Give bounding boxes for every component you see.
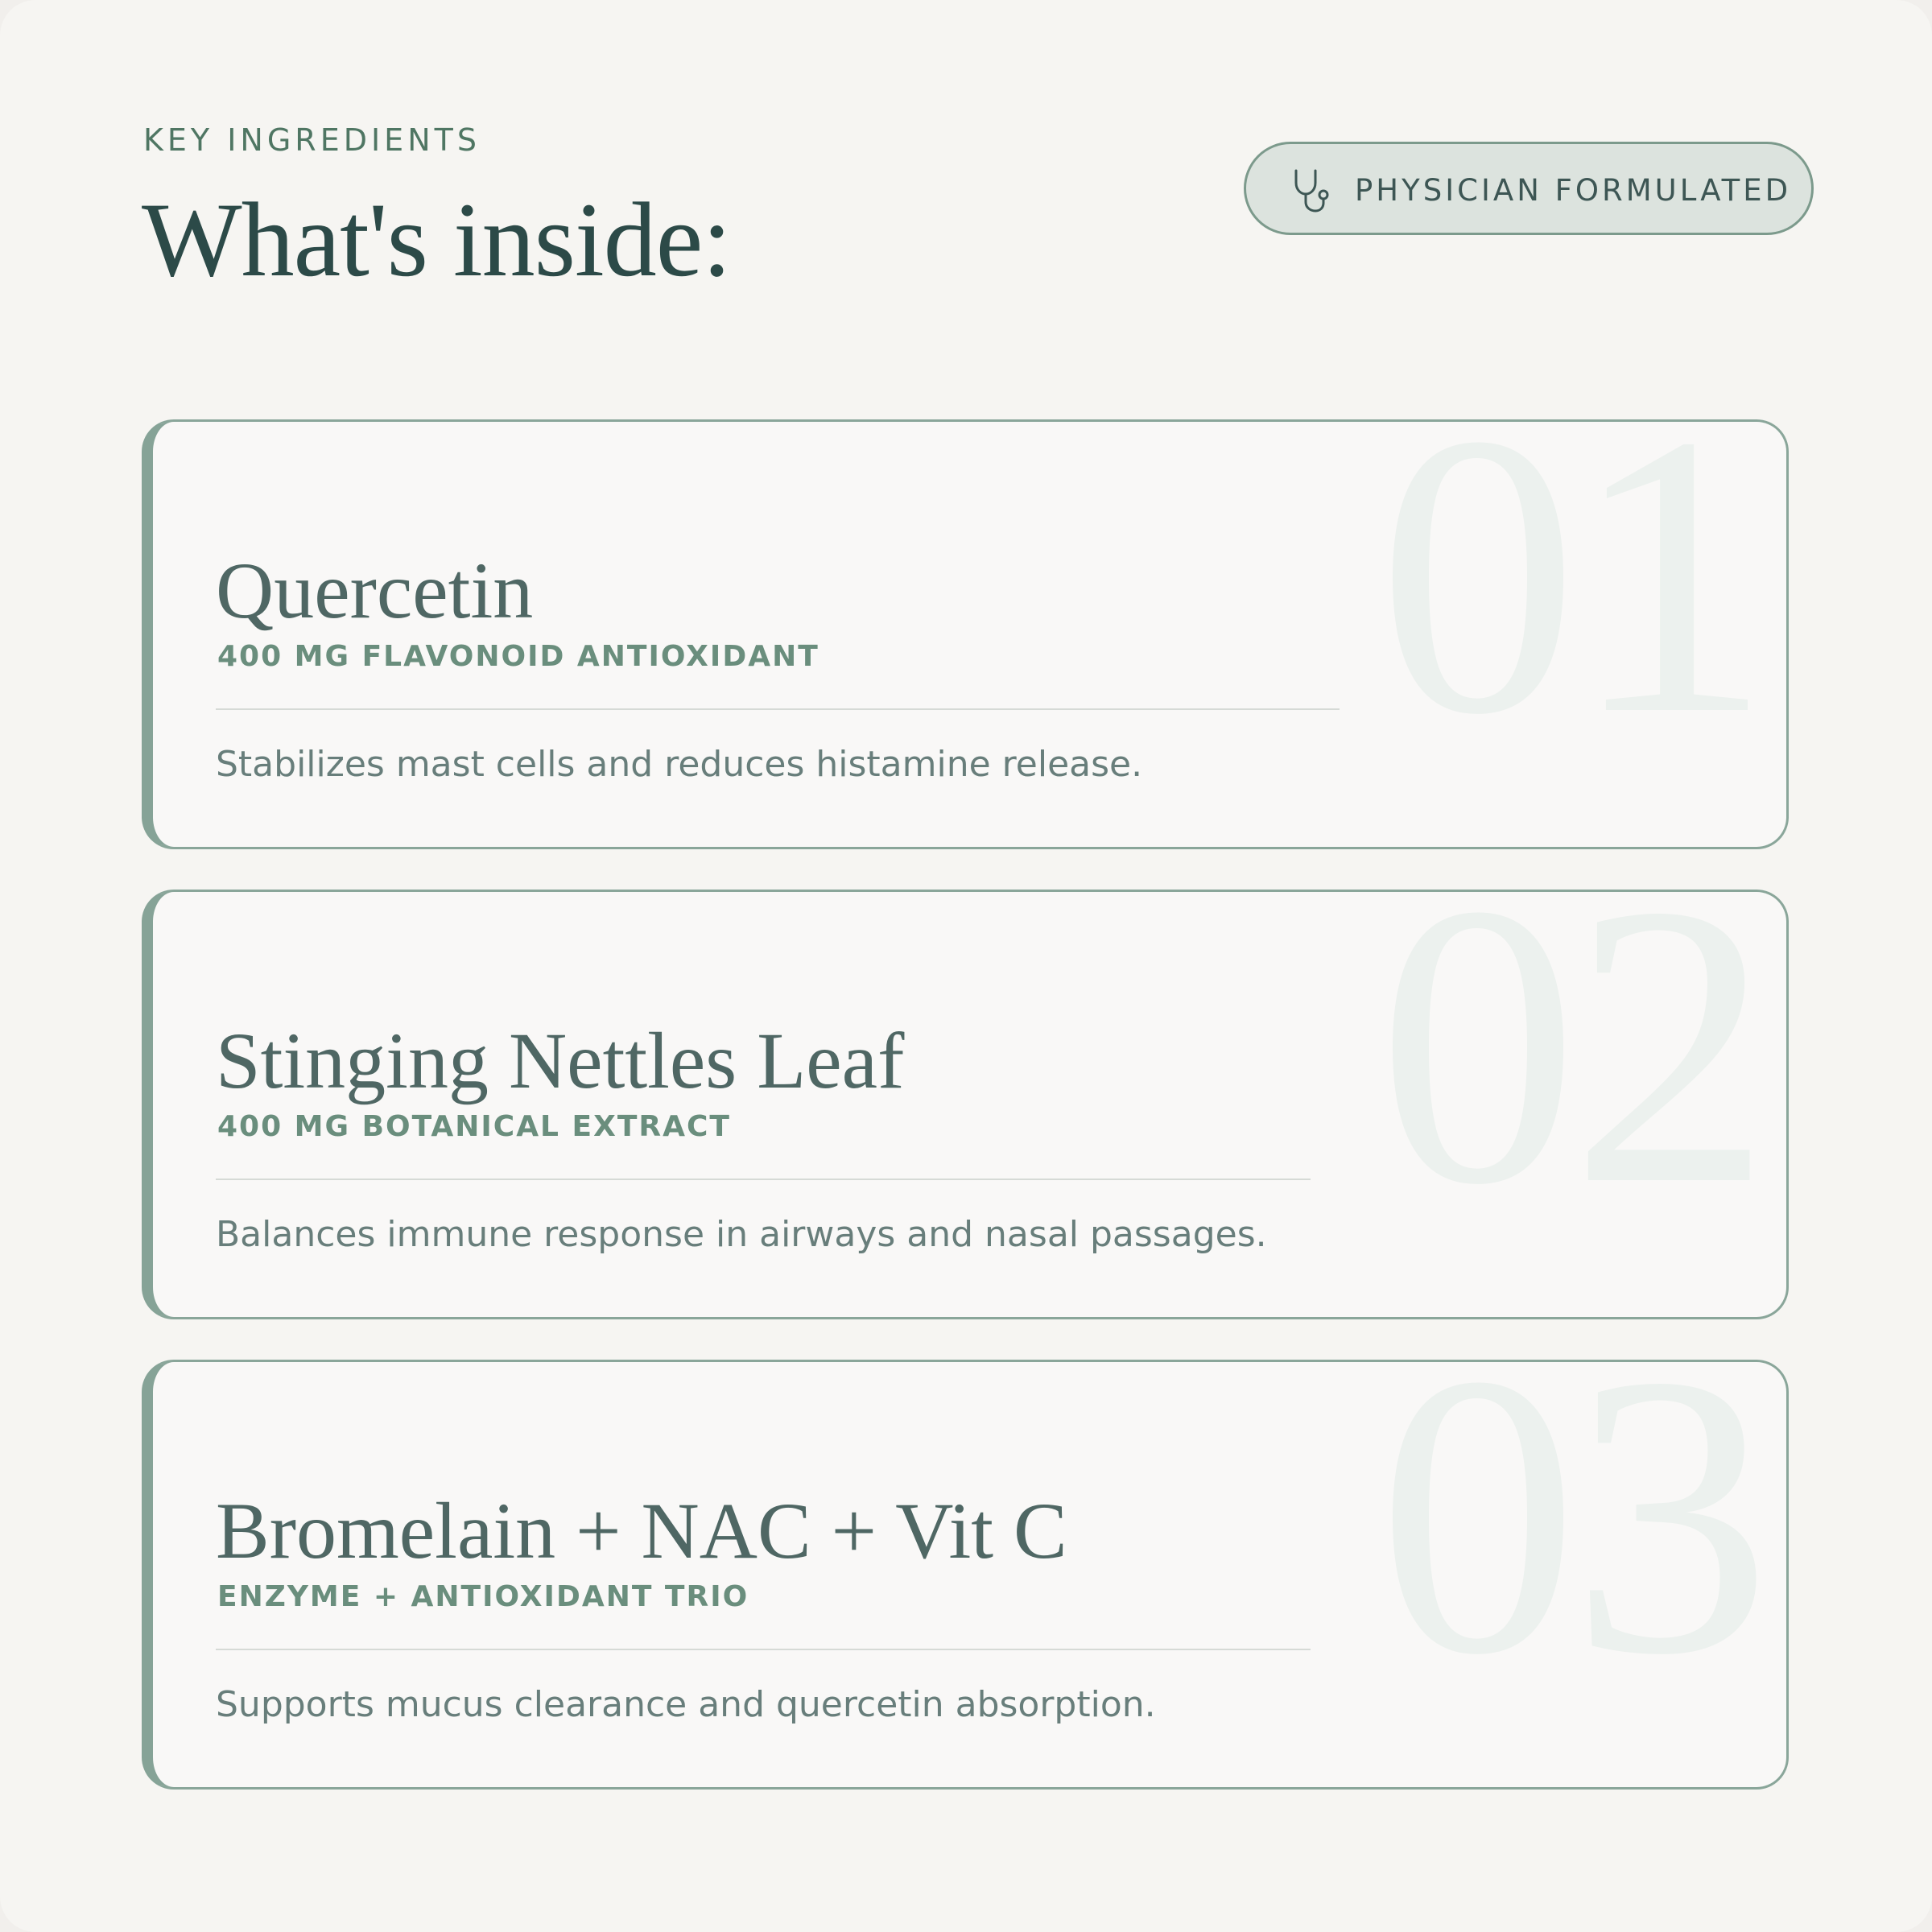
- ingredient-name: Quercetin: [216, 546, 534, 635]
- badge-label: PHYSICIAN FORMULATED: [1355, 173, 1792, 208]
- card-divider: [216, 1179, 1311, 1180]
- card-number: 01: [1377, 419, 1764, 798]
- card-divider: [216, 1649, 1311, 1650]
- card-number: 02: [1377, 890, 1764, 1268]
- physician-formulated-badge: [1244, 142, 1814, 235]
- ingredient-name: Stinging Nettles Leaf: [216, 1016, 905, 1105]
- ingredient-detail: ENZYME + ANTIOXIDANT TRIO: [217, 1580, 749, 1613]
- card-number: 03: [1377, 1360, 1764, 1738]
- ingredient-description: Balances immune response in airways and nasal passages.: [216, 1214, 1267, 1255]
- section-eyebrow: KEY INGREDIENTS: [143, 122, 481, 158]
- ingredient-card-bromelain: [142, 1360, 1789, 1790]
- ingredient-detail: 400 MG BOTANICAL EXTRACT: [217, 1110, 731, 1143]
- stethoscope-icon: [1291, 168, 1330, 213]
- ingredient-name: Bromelain + NAC + Vit C: [216, 1486, 1067, 1575]
- ingredient-card-quercetin: [142, 419, 1789, 849]
- ingredient-description: Supports mucus clearance and quercetin absorption.: [216, 1684, 1156, 1725]
- card-divider: [216, 708, 1340, 710]
- ingredient-card-nettles: [142, 890, 1789, 1319]
- page-title: What's inside:: [142, 180, 731, 299]
- ingredient-description: Stabilizes mast cells and reduces histamine release.: [216, 744, 1143, 785]
- ingredient-detail: 400 MG FLAVONOID ANTIOXIDANT: [217, 640, 819, 673]
